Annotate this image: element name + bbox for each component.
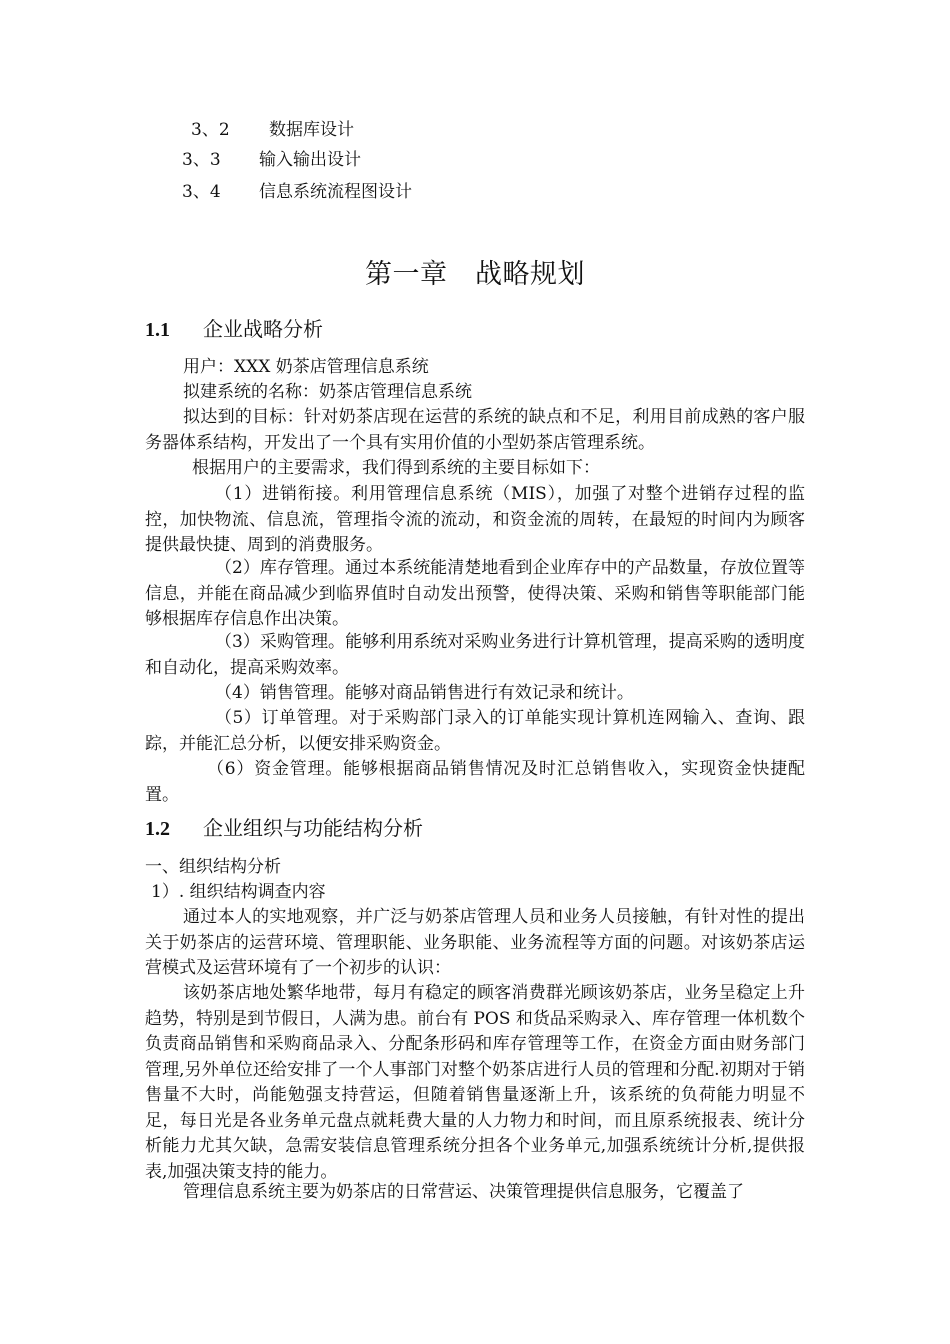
toc-item [191,120,354,140]
system-name-line: 拟建系统的名称：奶茶店管理信息系统 [183,382,472,402]
goal-item: （1）进销衔接。利用管理信息系统（MIS），加强了对整个进销存过程的监控，加快物流、信息流，管理指令流的流动，和资金流的周转，在最短的时间内为顾客提供最快捷、周到的消费服务。 [145,484,805,555]
goal-item: （5）订单管理。对于采购部门录入的订单能实现计算机连网输入、查询、跟踪，并能汇总分析，以便安排采购资金。 [145,708,805,754]
section-title: 企业组织与功能结构分析 [203,816,423,840]
section-heading [145,815,423,842]
body-paragraph: 通过本人的实地观察，并广泛与奶茶店管理人员和业务人员接触，有针对性的提出关于奶茶店的运营环境、管理职能、业务职能、业务流程等方面的问题。对该奶茶店运营模式及运营环境有了一个初步的认识： [145,907,805,978]
toc-title: 输入输出设计 [259,150,361,170]
section-number: 1.1 [145,319,170,341]
sub-sub-heading: 1）. 组织结构调查内容 [151,882,326,902]
user-line: 用户：XXX 奶茶店管理信息系统 [183,357,429,377]
section-heading [145,316,323,343]
toc-number: 3、3 [182,150,221,170]
body-paragraph: 管理信息系统主要为奶茶店的日常营运、决策管理提供信息服务，它覆盖了 [183,1182,744,1202]
toc-number: 3、4 [182,182,221,202]
toc-item [182,150,361,170]
goal-item: （6）资金管理。能够根据商品销售情况及时汇总销售收入，实现资金快捷配置。 [145,759,805,805]
chapter-title: 第一章 战略规划 [365,259,585,290]
body-paragraph: 该奶茶店地处繁华地带，每月有稳定的顾客消费群光顾该奶茶店，业务呈稳定上升趋势，特别是到节假日，人满为患。前台有 POS 和货品采购录入、库存管理一体机数个负责商品销售和采购商品录入、分配条形码和库存管理等工作，在资金方面由财务部门管理,另外单位还给安排了一个人事部门对整个奶茶店进行人员的管理和分配.初期对于销售量不大时，尚能勉强支持营运，但随着销售量逐渐上升，该系统的负荷能力明显不足，每日光是各业务单元盘点就耗费大量的人力物力和时间，而且原系统报表、统计分析能力尤其欠缺，急需安装信息管理系统分担各个业务单元,加强系统统计分析,提供报表,加强决策支持的能力。 [145,983,805,1182]
needs-intro: 根据用户的主要需求，我们得到系统的主要目标如下： [192,458,600,478]
goal-item: （3）采购管理。能够利用系统对采购业务进行计算机管理，提高采购的透明度和自动化，提高采购效率。 [145,632,805,678]
toc-title: 信息系统流程图设计 [259,182,412,202]
sub-heading: 一、组织结构分析 [145,857,281,877]
toc-item [182,182,412,202]
section-title: 企业战略分析 [203,317,323,341]
toc-number: 3、2 [191,120,230,140]
goal-item: （4）销售管理。能够对商品销售进行有效记录和统计。 [215,683,634,703]
goal-paragraph: 拟达到的目标：针对奶茶店现在运营的系统的缺点和不足，利用目前成熟的客户服务器体系结构，开发出了一个具有实用价值的小型奶茶店管理系统。 [145,407,805,453]
goal-item: （2）库存管理。通过本系统能清楚地看到企业库存中的产品数量，存放位置等信息，并能在商品减少到临界值时自动发出预警，使得决策、采购和销售等职能部门能够根据库存信息作出决策。 [145,558,805,629]
section-number: 1.2 [145,818,170,840]
toc-title: 数据库设计 [269,120,354,140]
